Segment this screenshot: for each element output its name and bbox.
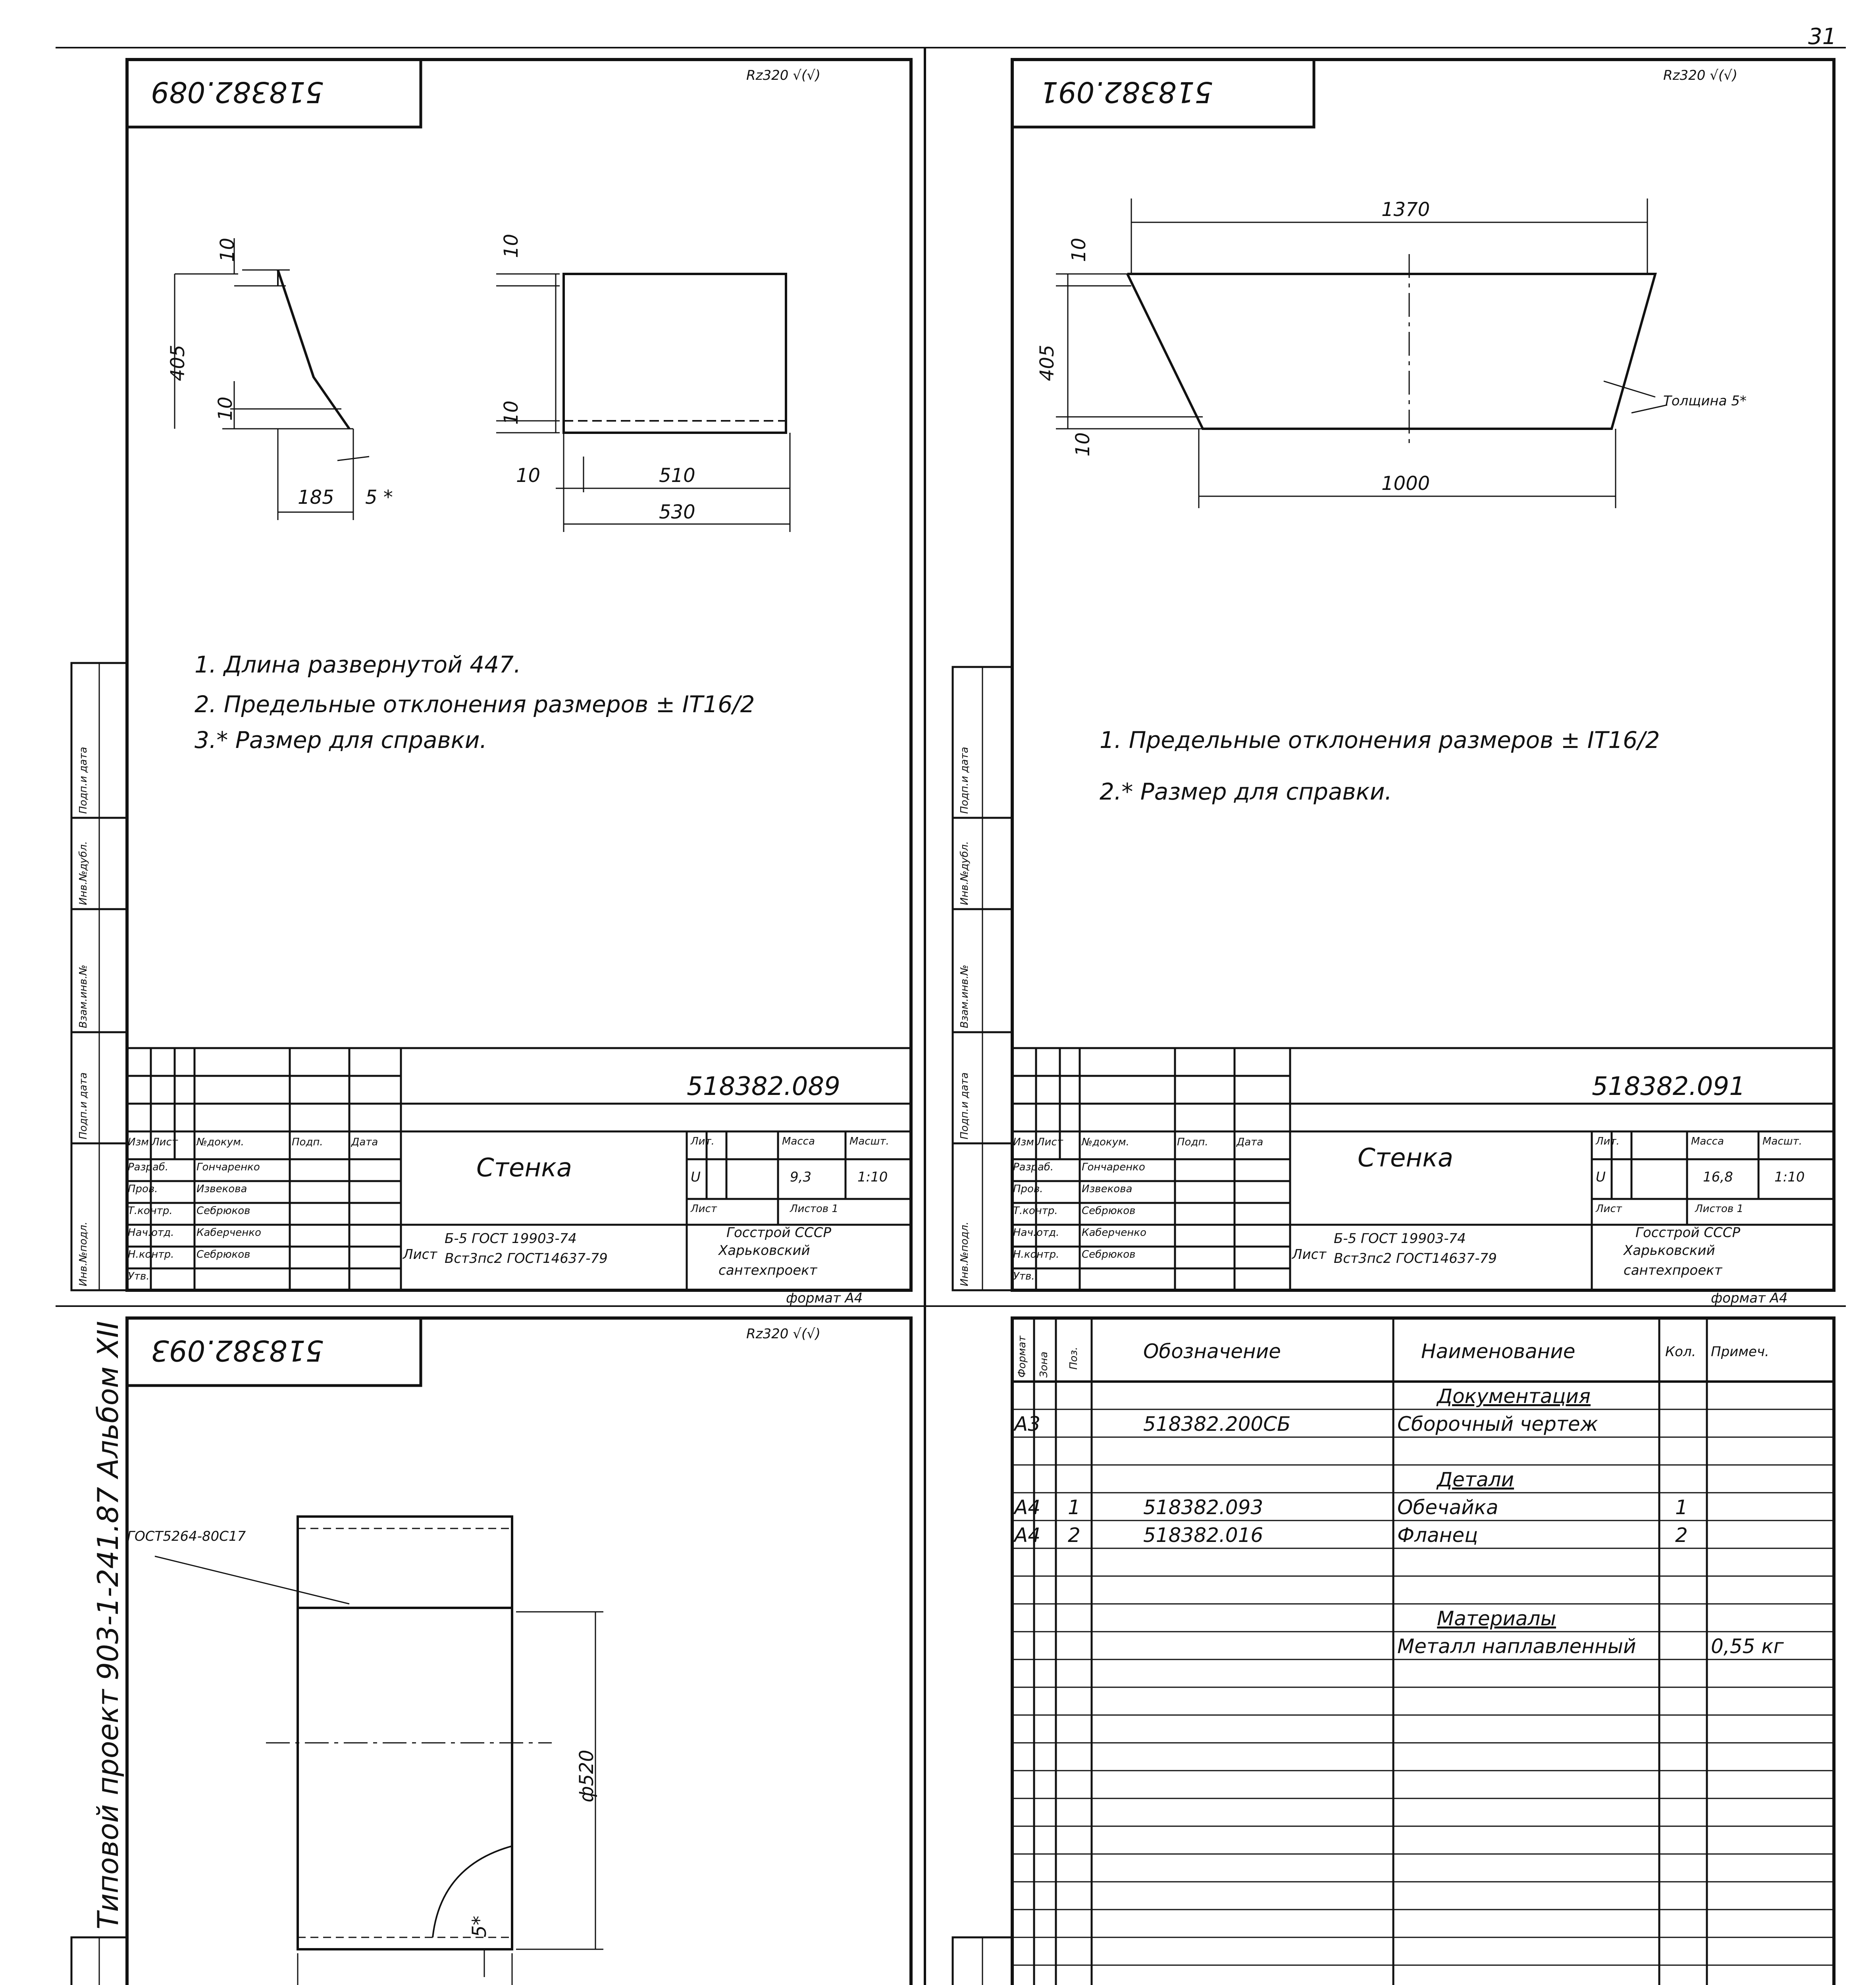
sheet1-dim-510: 510 [659, 464, 695, 487]
sheet1-format: формат А4 [786, 1290, 863, 1306]
sheet1-margin-4: Инв.№дубл. [77, 841, 89, 905]
spec-row-format: А4 [1014, 1524, 1041, 1547]
sheet2-h-doc: №докум. [1082, 1136, 1129, 1148]
spec-header-code: Обозначение [1143, 1340, 1281, 1363]
sheet2-role-4: Нач.отд. [1013, 1227, 1059, 1239]
sheet2-note-2: 2.* Размер для справки. [1100, 778, 1392, 805]
spec-section-heading: Материалы [1437, 1607, 1556, 1630]
sheet3-code-rotated: 518382.093 [151, 1334, 324, 1367]
sheet2-org-2: Харьковский [1624, 1243, 1715, 1258]
sheet1-org-1: Госстрой СССР [726, 1225, 831, 1241]
sheet2-scale-label: Масшт. [1762, 1135, 1802, 1147]
sheet1-h-izm: Изм [128, 1136, 149, 1148]
sheet3-roughness: Rz320 √(√) [746, 1326, 821, 1342]
spec-header-note: Примеч. [1711, 1344, 1769, 1360]
sheet2-mass-label: Масса [1691, 1135, 1724, 1147]
sheet1-dim-405: 405 [167, 345, 189, 381]
sheet1-dim-10b: 10 [214, 396, 237, 421]
sheet1-mass-label: Масса [782, 1135, 815, 1147]
sheet1-org-3: сантехпроект [718, 1262, 817, 1278]
sheet2-material-label: Лист [1292, 1247, 1327, 1262]
spec-row-pos: 2 [1068, 1524, 1081, 1547]
sheet2-h-sign: Подп. [1177, 1136, 1208, 1148]
sheet1-role-1: Разраб. [128, 1161, 169, 1173]
sheet2-stamp-code: 518382.091 [1592, 1072, 1745, 1101]
spec-row-format: А3 [1014, 1413, 1041, 1436]
spec-row-qty: 2 [1675, 1524, 1688, 1547]
spec-header-name: Наименование [1421, 1340, 1576, 1363]
spec-header-format: Формат [1016, 1336, 1028, 1378]
sheet1-scale-label: Масшт. [849, 1135, 889, 1147]
sheet2-format: формат А4 [1711, 1290, 1788, 1306]
sheet1-material-1: Б-5 ГОСТ 19903-74 [445, 1231, 577, 1247]
sheet2-dim-10a: 10 [1068, 237, 1090, 262]
spec-row-code: 518382.016 [1143, 1524, 1264, 1547]
sheet2-person-4: Каберченко [1082, 1227, 1146, 1239]
sheet2-person-5: Себрюков [1082, 1249, 1136, 1260]
spec-row-name: Фланец [1397, 1524, 1478, 1547]
sheet1-role-6: Утв. [128, 1270, 150, 1282]
sheet2-org-1: Госстрой СССР [1635, 1225, 1740, 1241]
sheet2-code-rotated: 518382.091 [1040, 75, 1213, 109]
sheet1-mass: 9,3 [790, 1169, 812, 1185]
sheet2-note-1: 1. Предельные отклонения размеров ± IT16/2 [1100, 727, 1660, 754]
sheet1-role-4: Нач.отд. [128, 1227, 174, 1239]
sheet2-margin-3: Взам.инв.№ [959, 965, 971, 1028]
sheet1-title: Стенка [476, 1153, 572, 1183]
sheet1-sheets-label: Листов 1 [790, 1203, 838, 1215]
spec-row-name: Сборочный чертеж [1397, 1413, 1598, 1436]
spec-row-code: 518382.200СБ [1143, 1413, 1291, 1436]
spec-row-code: 518382.093 [1143, 1496, 1264, 1519]
spec-row-pos: 1 [1068, 1496, 1081, 1519]
sheet1-note-2: 2. Предельные отклонения размеров ± IT16/2 [195, 691, 755, 718]
sheet1-role-5: Н.контр. [128, 1249, 174, 1260]
sheet1-margin-3: Взам.инв.№ [77, 965, 89, 1028]
sheet1-margin-5: Подп.и дата [77, 747, 89, 814]
sheet1-dim-530: 530 [659, 501, 695, 523]
sheet1-person-4: Каберченко [196, 1227, 261, 1239]
sheet1-roughness: Rz320 √(√) [746, 67, 821, 83]
sheet2-role-6: Утв. [1013, 1270, 1035, 1282]
sheet1-sheet-label: Лист [691, 1203, 717, 1215]
sheet2-mass: 16,8 [1703, 1169, 1733, 1185]
sheet2-role-3: Т.контр. [1013, 1205, 1058, 1217]
sheet2-lit-label: Лит. [1596, 1135, 1620, 1147]
sheet3-dim-5: 5* [468, 1916, 491, 1937]
sheet2-margin-1: Инв.№подл. [959, 1222, 971, 1286]
sheet2-material-2: Вст3пс2 ГОСТ14637-79 [1334, 1251, 1497, 1266]
sheet2-person-1: Гончаренко [1082, 1161, 1145, 1173]
sheet2-person-2: Извекова [1082, 1183, 1133, 1195]
spec-row-qty: 1 [1675, 1496, 1688, 1519]
sheet1-h-sign: Подп. [292, 1136, 323, 1148]
sheet2-role-1: Разраб. [1013, 1161, 1054, 1173]
sheet2-dim-405: 405 [1036, 345, 1058, 381]
sheet1-material-2: Вст3пс2 ГОСТ14637-79 [445, 1251, 608, 1266]
sheet1-note-1: 1. Длина развернутой 447. [195, 651, 521, 678]
sheet1-code-rotated: 518382.089 [151, 75, 324, 109]
spec-row-name: Металл наплавленный [1397, 1635, 1636, 1658]
sheet1-dim-10e: 10 [516, 464, 541, 487]
sheet2-h-list: Лист [1037, 1136, 1063, 1148]
sheet1-person-5: Себрюков [196, 1249, 250, 1260]
sheet1-org-2: Харьковский [718, 1243, 810, 1258]
side-caption: Типовой проект 903-1-241.87 Альбом XII [91, 1321, 125, 1929]
sheet2-person-3: Себрюков [1082, 1205, 1136, 1217]
sheet1-role-3: Т.контр. [128, 1205, 173, 1217]
sheet2-margin-4: Инв.№дубл. [959, 841, 971, 905]
sheet1-scale: 1:10 [857, 1169, 888, 1185]
sheet1-h-date: Дата [351, 1136, 378, 1148]
sheet3-dim-520: ф520 [576, 1750, 598, 1802]
sheet1-dim-185: 185 [298, 486, 334, 509]
spec-row-format: А4 [1014, 1496, 1041, 1519]
sheet2-role-5: Н.контр. [1013, 1249, 1059, 1260]
spec-section-heading: Детали [1437, 1468, 1514, 1491]
sheet1-lit-value: U [691, 1169, 701, 1185]
sheet2-role-2: Пров. [1013, 1183, 1043, 1195]
sheet2-h-izm: Изм [1013, 1136, 1034, 1148]
sheet1-dim-10a: 10 [216, 237, 239, 262]
sheet2-sheet-label: Лист [1596, 1203, 1622, 1215]
sheet2-lit-value: U [1596, 1169, 1606, 1185]
spec-header-zone: Зона [1038, 1351, 1050, 1378]
sheet1-material-label: Лист [403, 1247, 437, 1262]
sheet1-margin-1: Инв.№подл. [77, 1222, 89, 1286]
sheet1-dim-10d: 10 [500, 400, 522, 425]
sheet1-dim-5: 5 * [365, 486, 393, 509]
sheet2-material-1: Б-5 ГОСТ 19903-74 [1334, 1231, 1466, 1247]
sheet2-margin-2: Подп.и дата [959, 1072, 971, 1139]
spec-header-pos: Поз. [1068, 1347, 1080, 1370]
sheet1-dim-10c: 10 [500, 233, 522, 258]
sheet3-weld: ГОСТ5264-80С17 [127, 1528, 246, 1544]
sheet1-h-list: Лист [152, 1136, 178, 1148]
spec-section-heading: Документация [1437, 1385, 1591, 1408]
sheet2-roughness: Rz320 √(√) [1663, 67, 1738, 83]
sheet2-margin-5: Подп.и дата [959, 747, 971, 814]
sheet2-title: Стенка [1358, 1143, 1454, 1173]
spec-header-qty: Кол. [1665, 1344, 1696, 1360]
sheet2-org-3: сантехпроект [1624, 1262, 1722, 1278]
sheet1-lit-label: Лит. [691, 1135, 715, 1147]
sheet2-sheets-label: Листов 1 [1695, 1203, 1743, 1215]
sheet1-note-3: 3.* Размер для справки. [195, 727, 487, 754]
sheet2-h-date: Дата [1237, 1136, 1264, 1148]
spec-row-name: Обечайка [1397, 1496, 1498, 1519]
sheet1-person-2: Извекова [196, 1183, 247, 1195]
sheet1-margin-2: Подп.и дата [77, 1072, 89, 1139]
spec-row-note: 0,55 кг [1711, 1635, 1784, 1658]
sheet2-dim-1000: 1000 [1381, 472, 1430, 495]
page-number: 31 [1808, 24, 1837, 50]
sheet1-role-2: Пров. [128, 1183, 158, 1195]
sheet2-thickness: Толщина 5* [1663, 393, 1747, 409]
sheet2-dim-10b: 10 [1072, 432, 1094, 457]
sheet1-person-3: Себрюков [196, 1205, 250, 1217]
sheet1-stamp-code: 518382.089 [687, 1072, 840, 1101]
sheet2-dim-1370: 1370 [1381, 198, 1430, 221]
sheet2-scale: 1:10 [1774, 1169, 1805, 1185]
sheet1-h-doc: №докум. [196, 1136, 244, 1148]
sheet1-person-1: Гончаренко [196, 1161, 260, 1173]
